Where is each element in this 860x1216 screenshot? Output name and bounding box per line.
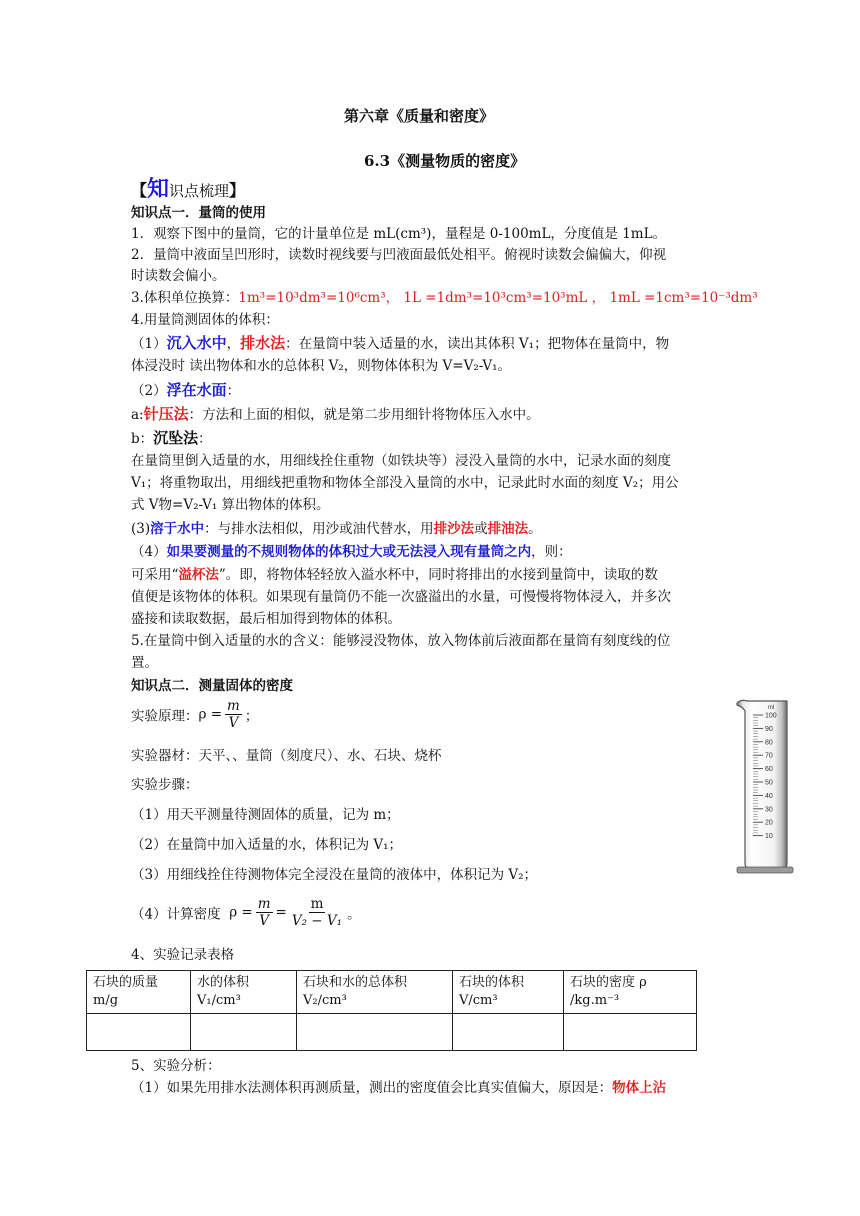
section-title: 6.3《测量物质的密度》 bbox=[364, 152, 526, 170]
header-unit: V₁/cm³ bbox=[197, 993, 241, 1008]
header-bracket-right: 】 bbox=[229, 181, 246, 200]
method-1-rest: ：在量筒中装入适量的水，读出其体积 V₁；把物体在量筒中，物 bbox=[285, 336, 670, 352]
line-2a: 2．量筒中液面呈凹形时，读数时视线要与凹液面最低处相平。俯视时读数会偏偏大，仰视 bbox=[131, 247, 667, 263]
line-5b: 置。 bbox=[131, 655, 158, 671]
method-2-blue: 浮在水面 bbox=[166, 381, 227, 399]
step-4-denominator-2: V₂ − V₁ bbox=[291, 913, 343, 929]
step-4 bbox=[131, 896, 361, 929]
table-header-cell bbox=[191, 971, 297, 1014]
line-5a: 5.在量筒中倒入适量的水的含义：能够浸没物体，放入物体前后液面都在量筒有刻度线的位 bbox=[131, 633, 671, 649]
method-4a-red: 溢杯法 bbox=[178, 567, 219, 583]
line-2b: 时读数会偏小。 bbox=[131, 268, 226, 284]
header-label: 石块的质量 bbox=[93, 975, 159, 990]
method-3 bbox=[131, 519, 542, 540]
method-4a-rest: ”。即，将物体轻轻放入溢水杯中，同时将排出的水接到量筒中，读取的数 bbox=[218, 567, 658, 583]
analysis-1 bbox=[131, 1078, 666, 1099]
cylinder-tick-label: 80 bbox=[765, 739, 773, 747]
step-3: （3）用细线拴住待测物体完全浸没在量筒的液体中，体积记为 V₂； bbox=[131, 867, 538, 883]
method-4b: 值便是该物体的体积。如果现有量筒仍不能一次盛溢出的水量，可慢慢将物体浸入，并多次 bbox=[131, 589, 671, 605]
step-2: （2）在量筒中加入适量的水，体积记为 V₁； bbox=[131, 837, 403, 853]
step-4-numerator-2: m bbox=[310, 896, 324, 912]
method-1 bbox=[131, 333, 669, 355]
method-3-red-2: 排油法 bbox=[487, 521, 529, 537]
step-4-label: （4）计算密度 bbox=[131, 906, 221, 923]
header-unit: V/cm³ bbox=[459, 993, 498, 1008]
table-cell[interactable] bbox=[191, 1014, 297, 1051]
table-cell[interactable] bbox=[87, 1014, 191, 1051]
section-header bbox=[131, 172, 245, 203]
equipment: 实验器材：天平、、量筒（刻度尺）、水、石块、烧杯 bbox=[131, 748, 442, 764]
header-label: 水的体积 bbox=[197, 975, 250, 990]
method-2-prefix: （2） bbox=[131, 383, 167, 399]
principle-label: 实验原理： bbox=[131, 708, 199, 725]
table-row bbox=[87, 1014, 697, 1051]
table-header-row bbox=[87, 971, 697, 1014]
method-2 bbox=[131, 380, 240, 402]
method-a-prefix: a: bbox=[131, 407, 144, 423]
header-label: 石块和水的总体积 bbox=[303, 975, 408, 990]
method-4-blue: 如果要测量的不规则物体的体积过大或无法浸入现有量筒之内 bbox=[166, 544, 532, 560]
method-3-end: 。 bbox=[528, 521, 542, 537]
table-cell[interactable] bbox=[297, 1014, 453, 1051]
header-unit: /kg.m⁻³ bbox=[570, 993, 620, 1008]
cylinder-tick-label: 50 bbox=[765, 779, 773, 787]
header-unit: m/g bbox=[93, 993, 119, 1008]
principle-denominator: V bbox=[228, 715, 239, 731]
cylinder-unit: ml bbox=[767, 705, 775, 711]
table-header-cell bbox=[564, 971, 697, 1014]
cylinder-tick-label: 20 bbox=[765, 819, 773, 827]
analysis-1-red: 物体上沾 bbox=[612, 1080, 667, 1096]
step-4-end: 。 bbox=[347, 906, 361, 923]
header-big-char: 知 bbox=[147, 176, 170, 202]
header-unit: V₂/cm³ bbox=[303, 993, 347, 1008]
principle-fraction bbox=[225, 698, 242, 731]
cylinder-tick-label: 60 bbox=[765, 766, 773, 774]
step-4-rho: ρ = bbox=[229, 904, 253, 921]
method-3-blue: 溶于水中 bbox=[150, 521, 205, 537]
cylinder-tick-label: 30 bbox=[765, 806, 773, 814]
table-cell[interactable] bbox=[453, 1014, 564, 1051]
method-b bbox=[131, 428, 212, 450]
method-b-2: V₁；将重物取出，用细线把重物和物体全部没入量筒的水中，记录此时水面的刻度 V₂；用公 bbox=[131, 475, 679, 491]
method-a bbox=[131, 404, 540, 426]
record-table bbox=[86, 970, 697, 1051]
line-1: 1．观察下图中的量筒，它的计量单位是 mL(cm³)，量程是 0-100mL，分度值是 1mL。 bbox=[131, 226, 667, 242]
method-b-prefix: b： bbox=[131, 431, 154, 447]
line-3 bbox=[131, 288, 758, 309]
method-b-rest: ： bbox=[198, 431, 212, 447]
method-1-prefix: （1） bbox=[131, 336, 167, 352]
method-a-rest: ：方法和上面的相似，就是第二步用细针将物体压入水中。 bbox=[188, 407, 540, 423]
step-4-fraction-1 bbox=[256, 896, 273, 929]
header-label: 石块的密度 ρ bbox=[570, 975, 647, 990]
cylinder-tick-label: 10 bbox=[765, 833, 773, 841]
method-4 bbox=[131, 542, 572, 563]
step-4-numerator-1: m bbox=[257, 896, 271, 912]
method-4-prefix: （4） bbox=[131, 544, 167, 560]
method-1-blue: 沉入水中 bbox=[166, 334, 227, 352]
method-b-3: 式 V物=V₂-V₁ 算出物体的体积。 bbox=[131, 497, 330, 513]
analysis-title: 5、实验分析： bbox=[131, 1058, 221, 1074]
method-4-rest: ，则： bbox=[531, 544, 572, 560]
step-4-denominator-1: V bbox=[259, 913, 270, 929]
principle-rho: ρ = bbox=[198, 706, 223, 723]
line-4: 4.用量筒测固体的体积： bbox=[131, 312, 279, 328]
kp1-title: 知识点一．量筒的使用 bbox=[131, 205, 266, 221]
header-bracket-left: 【 bbox=[131, 181, 148, 200]
cylinder-tick-label: 40 bbox=[765, 792, 773, 800]
cylinder-tick-label: 70 bbox=[765, 752, 773, 760]
method-4a-pre: 可采用“ bbox=[131, 567, 179, 583]
table-header-cell bbox=[87, 971, 191, 1014]
header-text: 识点梳理 bbox=[169, 182, 230, 200]
kp2-title: 知识点二．测量固体的密度 bbox=[131, 678, 293, 694]
analysis-1-text: （1）如果先用排水法测体积再测质量，测出的密度值会比真实值偏大，原因是： bbox=[131, 1080, 613, 1096]
steps-label: 实验步骤： bbox=[131, 777, 199, 793]
method-4c: 盛接和读取数据，最后相加得到物体的体积。 bbox=[131, 611, 401, 627]
table-title: 4、实验记录表格 bbox=[131, 947, 235, 963]
method-1-red: 排水法 bbox=[240, 334, 286, 352]
cylinder-base bbox=[737, 867, 793, 873]
cylinder-tick-label: 100 bbox=[765, 712, 777, 720]
method-3-prefix: (3) bbox=[131, 521, 151, 537]
method-2-rest: ： bbox=[226, 383, 241, 399]
step-4-fraction-2 bbox=[290, 896, 344, 929]
method-b-1: 在量筒里倒入适量的水，用细线拴住重物（如铁块等）浸没入量筒的水中，记录水面的刻度 bbox=[131, 453, 671, 469]
method-3-rest: ：与排水法相似，用沙或油代替水，用 bbox=[204, 521, 434, 537]
method-1b: 体浸没时 读出物体和水的总体积 V₂，则物体体积为 V=V₂-V₁。 bbox=[131, 358, 511, 374]
step-4-equals: = bbox=[275, 904, 287, 921]
method-3-red-1: 排沙法 bbox=[433, 521, 475, 537]
cylinder-tick-label: 90 bbox=[765, 725, 773, 733]
unit-conversion-value: 1m³=10³dm³=10⁶cm³， 1L =1dm³=10³cm³=10³mL ， 1mL =1cm³=10⁻³dm³ bbox=[238, 290, 758, 306]
table-header-cell bbox=[453, 971, 564, 1014]
principle-numerator: m bbox=[227, 698, 240, 714]
principle-end: ； bbox=[244, 708, 259, 725]
method-1-sep: ， bbox=[226, 336, 241, 352]
method-4a bbox=[131, 565, 658, 586]
table-cell[interactable] bbox=[564, 1014, 697, 1051]
step-1: （1）用天平测量待测固体的质量，记为 m； bbox=[131, 807, 400, 823]
method-a-red: 针压法 bbox=[143, 405, 189, 423]
cylinder-body bbox=[737, 700, 787, 869]
chapter-title: 第六章《质量和密度》 bbox=[344, 107, 495, 125]
principle bbox=[131, 698, 258, 731]
table-header-cell bbox=[297, 971, 453, 1014]
unit-conversion-label: 3.体积单位换算： bbox=[131, 290, 239, 306]
method-3-or: 或 bbox=[474, 521, 488, 537]
graduated-cylinder-image bbox=[733, 697, 795, 875]
header-label: 石块的体积 bbox=[459, 975, 525, 990]
method-b-bold: 沉坠法 bbox=[153, 429, 199, 447]
